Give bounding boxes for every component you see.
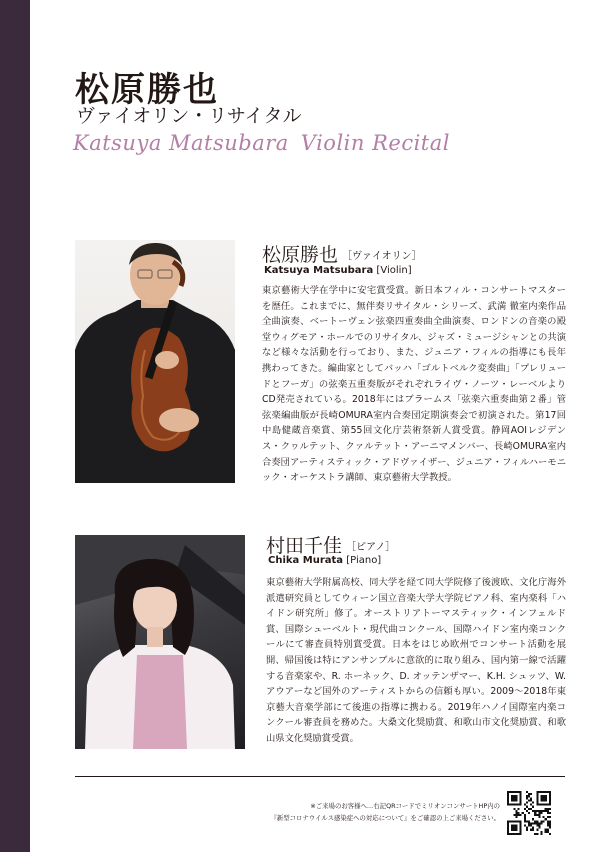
performer-2-name-en-text: Chika Murata bbox=[268, 555, 344, 566]
performer-1-role-en: [Violin] bbox=[376, 265, 412, 276]
performer-2-role-en: [Piano] bbox=[346, 555, 382, 566]
page-title: 松原勝也 bbox=[75, 70, 219, 110]
english-title-event: Violin Recital bbox=[300, 131, 450, 155]
violinist-photo bbox=[75, 240, 235, 483]
performer-2-role-ja: ［ピアノ］ bbox=[346, 542, 396, 553]
performer-1-name-en bbox=[264, 265, 412, 276]
covid-notice-line-1: ※ご来場のお客様へ…右記QRコードでミリオンコンサートHP内の bbox=[310, 802, 500, 810]
qr-code[interactable] bbox=[507, 791, 551, 835]
english-title-name: Katsuya Matsubara bbox=[73, 131, 289, 155]
performer-1-name-ja bbox=[262, 240, 422, 267]
pianist-photo bbox=[75, 535, 245, 749]
performer-2-bio: 東京藝術大学附属高校、同大学を経て同大学院修了後渡欧、文化庁海外派遣研究員としてウィーン国立音楽大学大学院ピアノ科、室内楽科「ハイドン研究所」修了。オーストリアトーマスティック・インフェルド賞、国際シューベルト・現代曲コンクール、国際ハイドン室内楽コンクールにて審査員特別賞受賞。日本をはじめ欧州でコンサート活動を展開、帰国後は特にアンサンブルに意欲的に取り組み、国内第一線で活躍する音楽家や、R. ホーネック、D. オッテンザマー、K.H. シュッツ、W. アウアーなど国外のアーティストからの信頼も厚い。2009～2018年東京藝大音楽学部にて後進の指導に携わる。2019年ハノイ国際室内楽コンクール審査員を務めた。大桑文化奨励賞、和歌山市文化奨励賞、和歌山県文化奨励賞受賞。 bbox=[266, 577, 566, 744]
footer-divider bbox=[75, 776, 565, 777]
performer-1-bio: 東京藝術大学在学中に安宅賞受賞。新日本フィル・コンサートマスターを歴任。これまでに、無伴奏リサイタル・シリーズ、武満 徹室内楽作品全曲演奏、ベートーヴェン弦楽四重奏曲全曲演奏、ロンドンの音楽の殿堂ウィグモア・ホールでのリサイタル、ジャズ・ミュージシャンとの共演など様々な活動を行っており、また、ジュニア・フィルの指導にも長年携わってきた。編曲家としてバッハ「ゴルトベルク変奏曲」「プレリュードとフーガ」の弦楽五重奏版がそれぞれライヴ・ノーツ・レーベルよりCD発売されている。2018年にはブラームス「弦楽六重奏曲第２番」管弦楽編曲版が長崎OMURA室内合奏団定期演奏会で初演された。第17回中島健蔵音楽賞、第55回文化庁芸術祭新人賞受賞。静岡AOIレジデンス・クヮルテット、クァルテット・アーニマメンバー、長崎OMURA室内合奏団アーティスティック・アドヴァイザー、ジュニア・フィルハーモニック・オーケストラ講師、東京藝術大学教授。 bbox=[262, 285, 566, 484]
performer-1-name-ja-text: 松原勝也 bbox=[262, 244, 339, 266]
performer-2-name-en bbox=[268, 555, 381, 566]
left-color-band bbox=[0, 0, 30, 852]
english-title bbox=[73, 131, 450, 155]
performer-1-role-ja: ［ヴァイオリン］ bbox=[342, 251, 422, 262]
covid-notice-line-2: 『新型コロナウイルス感染症への対応について』をご確認の上ご来場ください。 bbox=[270, 814, 500, 822]
page-subtitle: ヴァイオリン・リサイタル bbox=[76, 105, 302, 127]
covid-notice bbox=[232, 800, 500, 824]
performer-2-name-ja bbox=[266, 531, 395, 558]
performer-1-name-en-text: Katsuya Matsubara bbox=[264, 265, 374, 276]
performer-2-name-ja-text: 村田千佳 bbox=[266, 535, 343, 557]
